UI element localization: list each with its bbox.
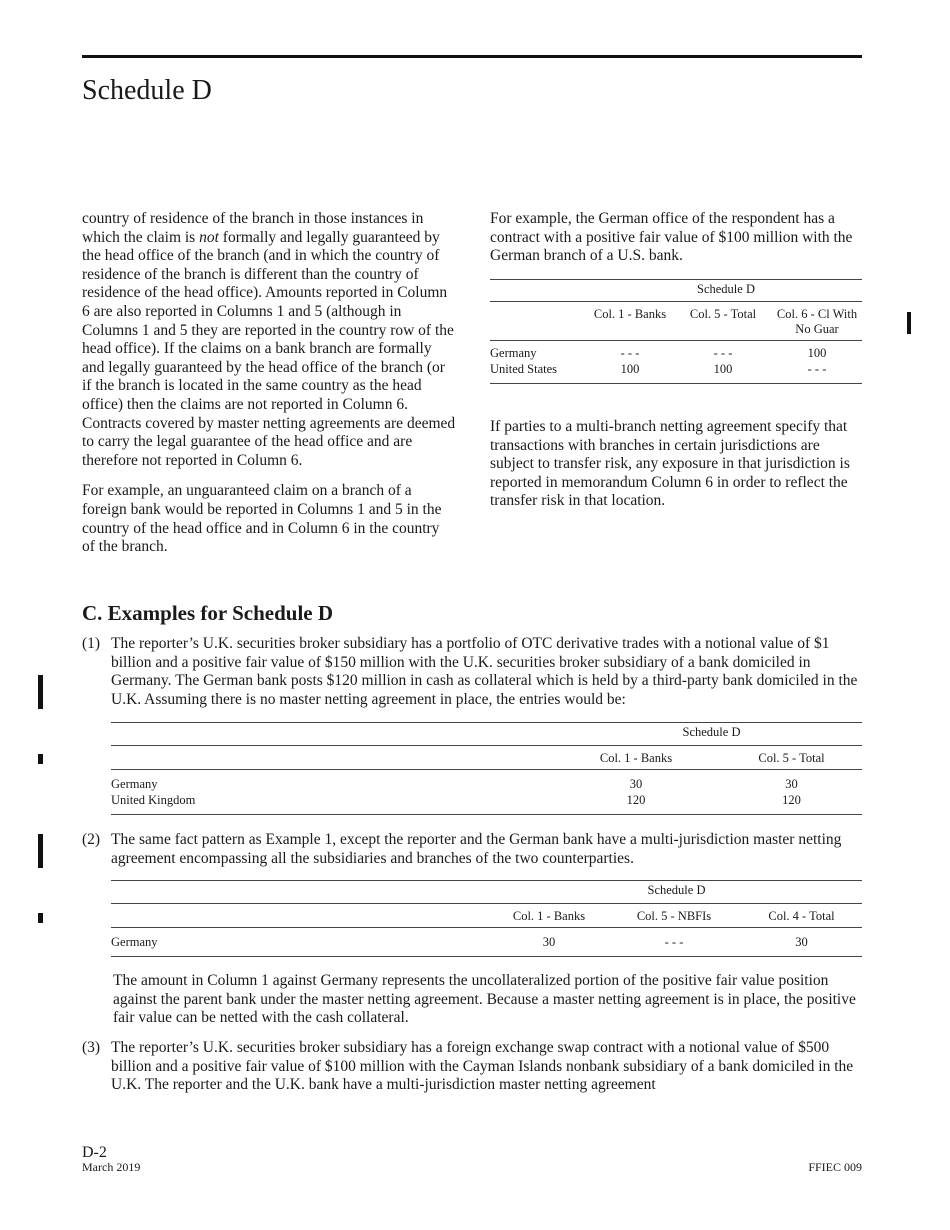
table-a bbox=[490, 279, 862, 385]
left-paragraph-2: For example, an unguaranteed claim on a branch of a foreign bank would be reported in Columns 1 and 5 in the country of the head office and in Column 6 in the country of the branch. bbox=[82, 482, 442, 556]
example-2 bbox=[82, 831, 863, 869]
example-3 bbox=[82, 1039, 863, 1096]
table-b-group-header: Schedule D bbox=[682, 725, 741, 739]
table-a-row-label: United States bbox=[490, 362, 558, 376]
table-c-header-col5: Col. 5 - NBFIs bbox=[636, 909, 712, 923]
change-bar bbox=[38, 754, 43, 764]
left-p1-part-b: formally and legally guaranteed by the head office of the branch (and in which the country of residence of the branch is different than the country of residence of the head office). Amounts reported in Column 6 are also reported in Columns 1 and 5 (although in Columns 1 and 5 they are reported in the country row of the head office). If the claims on a bank branch are formally and legally guaranteed by the head office of the branch (or if the branch is located in the same country as the head office) then the claims are not reported in Column 6. Contracts covered by master netting agreements are deemed to carry the legal guarantee of the head office and are therefore not reported in Column 6. bbox=[82, 228, 456, 469]
table-b-cell: 120 bbox=[626, 793, 646, 807]
footer-date: March 2019 bbox=[82, 1160, 141, 1174]
table-a-cell: - - - bbox=[713, 346, 733, 360]
table-a-row-label: Germany bbox=[490, 346, 537, 360]
table-a-header-col6: Col. 6 - Cl With No Guar bbox=[776, 307, 858, 336]
table-a-cell: - - - bbox=[807, 362, 827, 376]
example-2-text: The same fact pattern as Example 1, except the reporter and the German bank have a multi-jurisdiction master netting agreement encompassing all the subsidiaries and branches of the two counterparties. bbox=[111, 831, 842, 867]
table-c-row-label: Germany bbox=[111, 935, 158, 949]
top-rule bbox=[82, 55, 862, 58]
right-column-intro bbox=[490, 210, 862, 266]
table-b-row-label: Germany bbox=[111, 777, 158, 791]
table-b-row-label: United Kingdom bbox=[111, 793, 196, 807]
example-3-text: The reporter’s U.K. securities broker subsidiary has a foreign exchange swap contract with a notional value of $500 billion and a positive fair value of $100 million with the Cayman Islands nonbank subsidiary of a bank domiciled in the U.K. The reporter and the U.K. bank have a multi-jurisdiction master netting agreement bbox=[111, 1039, 854, 1094]
table-b-header-col5: Col. 5 - Total bbox=[758, 751, 825, 765]
left-p1-emphasis: not bbox=[199, 228, 219, 246]
page-title: Schedule D bbox=[82, 75, 212, 106]
table-a-cell: 100 bbox=[620, 362, 640, 376]
right-paragraph-2: If parties to a multi-branch netting agreement specify that transactions with branches in certain jurisdictions are subject to transfer risk, any exposure in that jurisdiction is reported in memorandum Column 6 in order to reflect the transfer risk in that location. bbox=[490, 418, 850, 510]
example-3-number: (3) bbox=[82, 1039, 101, 1056]
section-heading: C. Examples for Schedule D bbox=[82, 601, 334, 625]
footer-form-name: FFIEC 009 bbox=[808, 1160, 862, 1174]
change-bar bbox=[907, 312, 911, 334]
change-bar bbox=[38, 834, 43, 868]
example-2-note: The amount in Column 1 against Germany represents the uncollateralized portion of the positive fair value position against the parent bank under the master netting agreement. Because a master netting agreement is in place, the positive fair value can be netted with the cash collateral. bbox=[113, 972, 856, 1027]
table-b-header-col1: Col. 1 - Banks bbox=[599, 751, 673, 765]
change-bar bbox=[38, 913, 43, 923]
table-a-cell: - - - bbox=[620, 346, 640, 360]
example-1-number: (1) bbox=[82, 635, 101, 652]
table-c-group-header: Schedule D bbox=[647, 883, 706, 897]
table-a-group-header: Schedule D bbox=[697, 282, 755, 296]
table-a-header-col1: Col. 1 - Banks bbox=[593, 307, 667, 321]
table-c-header-col1: Col. 1 - Banks bbox=[512, 909, 586, 923]
change-bar bbox=[38, 675, 43, 709]
table-a-cell: 100 bbox=[807, 346, 827, 360]
table-b-cell: 30 bbox=[785, 777, 798, 791]
right-paragraph-1: For example, the German office of the respondent has a contract with a positive fair value of $100 million with the German branch of a U.S. bank. bbox=[490, 210, 853, 265]
table-c-cell: 30 bbox=[542, 935, 556, 949]
table-a-header-col5: Col. 5 - Total bbox=[689, 307, 757, 321]
table-c bbox=[111, 880, 862, 958]
left-column bbox=[82, 210, 456, 557]
footer-page-number: D-2 bbox=[82, 1144, 107, 1161]
table-b-cell: 30 bbox=[629, 777, 643, 791]
table-c-cell: 30 bbox=[795, 935, 808, 949]
right-column-netting bbox=[490, 418, 862, 511]
example-2-number: (2) bbox=[82, 831, 101, 848]
table-c-cell: - - - bbox=[664, 935, 684, 949]
left-p1-part-a: country of residence of the branch in those instances in which the claim is bbox=[82, 210, 424, 246]
table-a-cell: 100 bbox=[713, 362, 733, 376]
example-1 bbox=[82, 635, 863, 711]
table-c-header-col4: Col. 4 - Total bbox=[768, 909, 835, 923]
table-b-cell: 120 bbox=[782, 793, 801, 807]
example-1-text: The reporter’s U.K. securities broker subsidiary has a portfolio of OTC derivative trades with a notional value of $1 billion and a positive fair value of $150 million with the U.K. securities broker subsidiary of a bank domiciled in Germany. The German bank posts $120 million in cash as collateral which is held by a third-party bank domiciled in the U.K. Assuming there is no master netting agreement in place, the entries would be: bbox=[111, 635, 858, 708]
table-b bbox=[111, 722, 862, 816]
left-paragraph-1 bbox=[82, 210, 456, 470]
